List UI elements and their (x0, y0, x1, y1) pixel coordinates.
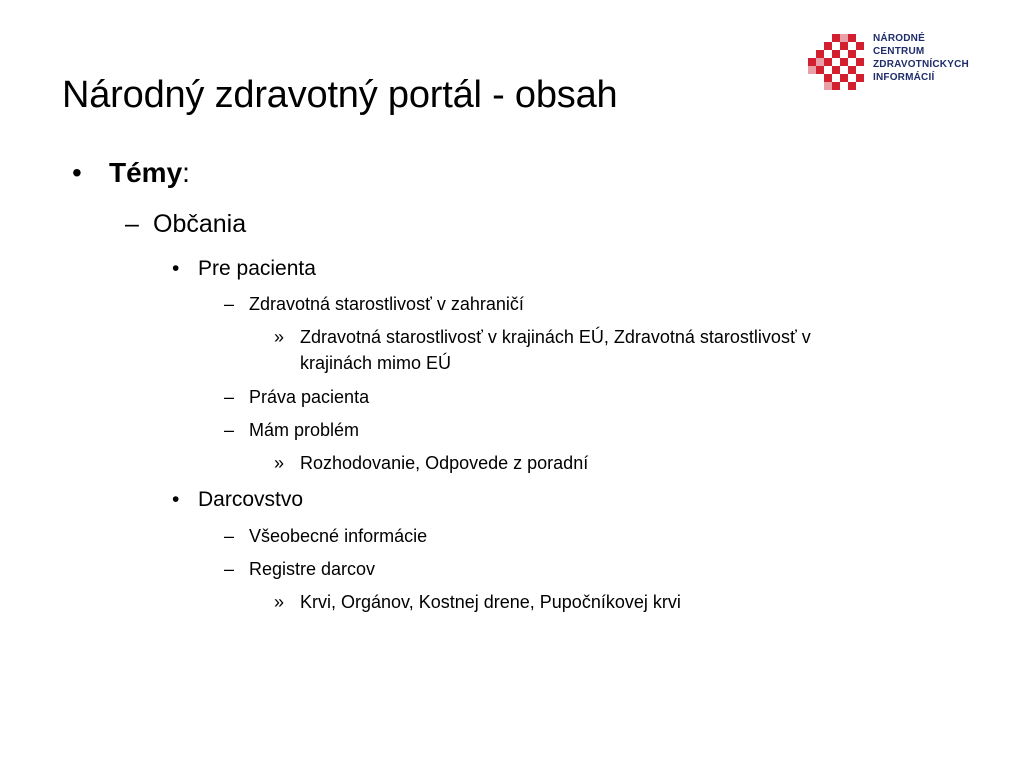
outline-item-registre (224, 558, 624, 580)
bullet-marker: • (72, 157, 82, 188)
outline-label: Pre pacienta (198, 257, 316, 280)
dash-marker: – (224, 420, 235, 440)
chevron-marker: » (274, 453, 285, 473)
outline-item-temy (72, 156, 472, 190)
dash-marker: – (224, 559, 235, 579)
outline-label: Darcovstvo (198, 488, 304, 511)
slide-title: Národný zdravotný portál - obsah (62, 74, 618, 116)
outline-item-rozhodovanie (274, 450, 774, 476)
outline-heading (109, 156, 190, 190)
dash-marker: – (224, 294, 235, 314)
outline-item-krajiny (274, 324, 914, 376)
bullet-marker: • (172, 488, 180, 511)
outline-item-pre-pacienta (172, 256, 472, 282)
dash-marker: – (125, 210, 139, 238)
chevron-marker: » (274, 592, 285, 612)
outline-item-prava (224, 386, 624, 408)
outline-label-line1: Zdravotná starostlivosť v krajinách EÚ, Zdravotná starostlivosť v (300, 327, 811, 347)
outline-label: Všeobecné informácie (249, 526, 428, 546)
outline-item-obcania (125, 209, 425, 239)
heading-bold-text: Témy (109, 157, 183, 188)
outline-item-krvi (274, 589, 834, 615)
dash-marker: – (224, 387, 235, 407)
bullet-marker: • (172, 257, 180, 280)
dash-marker: – (224, 526, 235, 546)
outline-label: Rozhodovanie, Odpovede z poradní (300, 453, 589, 473)
logo-line: NÁRODNÉ (873, 33, 925, 44)
logo-line: ZDRAVOTNÍCKYCH (873, 59, 969, 70)
outline-item-vseobecne (224, 525, 624, 547)
logo-line: INFORMÁCIÍ (873, 72, 935, 83)
outline-label: Zdravotná starostlivosť v zahraničí (249, 294, 524, 314)
outline-label: Mám problém (249, 420, 360, 440)
heading-suffix: : (182, 157, 190, 188)
outline-label: Občania (153, 210, 247, 238)
logo-line: CENTRUM (873, 46, 925, 57)
outline-item-problem (224, 419, 624, 441)
outline-label: Krvi, Orgánov, Kostnej drene, Pupočníkovej krvi (300, 592, 681, 612)
outline-item-zahranicie (224, 293, 724, 315)
outline-item-darcovstvo (172, 487, 472, 513)
chevron-marker: » (274, 327, 285, 347)
outline-label-line2: krajinách mimo EÚ (300, 353, 452, 373)
outline-label: Práva pacienta (249, 387, 370, 407)
outline-label: Registre darcov (249, 559, 376, 579)
